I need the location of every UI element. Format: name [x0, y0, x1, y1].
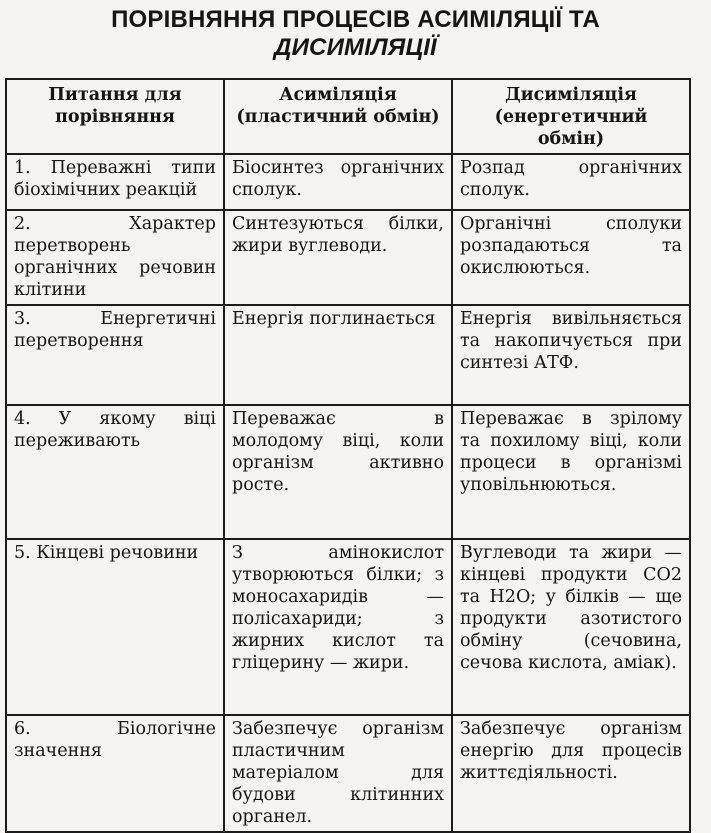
dissimilation-cell: Забезпечує організм енергію для процесів життєдіяльності.	[452, 715, 690, 832]
title-line-2: ДИСИМІЛЯЦІЇ	[274, 34, 437, 61]
table-header-row	[6, 79, 690, 154]
page-title	[0, 6, 711, 62]
question-cell: 4. У якому віці переживають	[6, 405, 224, 539]
table-row	[6, 305, 690, 405]
question-cell: 2. Характер перетворень органічних речовин клітини	[6, 210, 224, 305]
title-line-1: ПОРІВНЯННЯ ПРОЦЕСІВ АСИМІЛЯЦІЇ ТА	[111, 6, 600, 33]
question-cell: 6. Біологічне значення	[6, 715, 224, 832]
assimilation-cell: Переважає в молодому віці, коли організм активно росте.	[224, 405, 452, 539]
header-dissimilation: Дисиміляція (енергетичний обмін)	[452, 79, 690, 154]
header-assimilation: Асиміляція (пластичний обмін)	[224, 79, 452, 154]
table-row	[6, 405, 690, 539]
dissimilation-cell: Енергія вивільняється та накопичується при синтезі АТФ.	[452, 305, 690, 405]
assimilation-cell: Синтезуються білки, жири вуглеводи.	[224, 210, 452, 305]
header-question: Питання для порівняння	[6, 79, 224, 154]
question-cell: 3. Енергетичні перетворення	[6, 305, 224, 405]
comparison-table	[5, 78, 691, 833]
table-row	[6, 715, 690, 832]
question-cell: 5. Кінцеві речовини	[6, 539, 224, 715]
dissimilation-cell: Розпад органічних сполук.	[452, 154, 690, 210]
table-row	[6, 539, 690, 715]
dissimilation-cell: Переважає в зрілому та похилому віці, коли процеси в організмі уповільнюються.	[452, 405, 690, 539]
assimilation-cell: З амінокислот утворюються білки; з моносахаридів — полісахариди; з жирних кислот та гліцерину — жири.	[224, 539, 452, 715]
question-cell: 1. Переважні типи біохімічних реакцій	[6, 154, 224, 210]
assimilation-cell: Забезпечує організм пластичним матеріалом для будови клітинних органел.	[224, 715, 452, 832]
table-row	[6, 210, 690, 305]
table-row	[6, 154, 690, 210]
dissimilation-cell: Органічні сполуки розпадаються та окислюються.	[452, 210, 690, 305]
dissimilation-cell: Вуглеводи та жири — кінцеві продукти CO2 та H2O; у білків — ще продукти азотистого обміну (сечовина, сечова кислота, аміак).	[452, 539, 690, 715]
assimilation-cell: Біосинтез органічних сполук.	[224, 154, 452, 210]
assimilation-cell: Енергія поглинається	[224, 305, 452, 405]
